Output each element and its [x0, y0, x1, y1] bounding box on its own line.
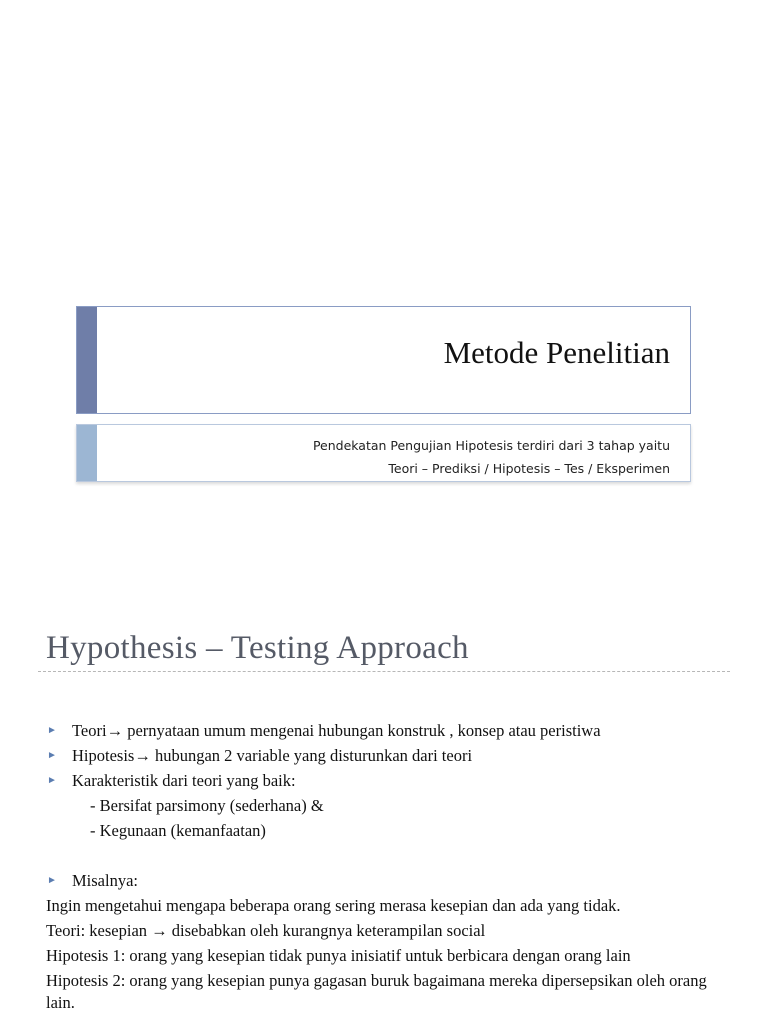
sub-item: - Bersifat parsimony (sederhana) &	[90, 796, 324, 815]
list-item	[46, 743, 726, 768]
slide-title: Metode Penelitian	[443, 335, 670, 370]
title-accent-bar	[77, 307, 97, 413]
bullet-text: Hipotesis→ hubungan 2 variable yang disturunkan dari teori	[72, 746, 473, 765]
subtitle-line-1: Pendekatan Pengujian Hipotesis terdiri dari 3 tahap yaitu	[312, 438, 670, 453]
title-box	[76, 306, 691, 414]
triangle-bullet-icon: ►	[47, 775, 57, 786]
subtitle	[313, 434, 670, 480]
content-slide	[0, 600, 768, 1024]
heading-divider	[38, 671, 730, 672]
list-item	[46, 868, 726, 893]
subtitle-box	[76, 424, 691, 482]
bullet-text: Misalnya:	[72, 871, 138, 890]
slide-heading: Hypothesis – Testing Approach	[46, 630, 469, 666]
example-line: Hipotesis 1: orang yang kesepian tidak punya inisiatif untuk berbicara dengan orang lain	[46, 946, 631, 965]
subtitle-accent-bar	[77, 425, 97, 481]
spacer	[46, 843, 726, 868]
slide-body	[46, 718, 726, 1014]
bullet-text: Teori→ pernyataan umum mengenai hubungan konstruk , konsep atau peristiwa	[72, 721, 601, 740]
triangle-bullet-icon: ►	[47, 750, 57, 761]
bullet-text: Karakteristik dari teori yang baik:	[72, 771, 296, 790]
subtitle-line-2: Teori – Prediksi / Hipotesis – Tes / Eksperimen	[388, 461, 670, 476]
example-line: Ingin mengetahui mengapa beberapa orang sering merasa kesepian dan ada yang tidak.	[46, 896, 621, 915]
example-line: Hipotesis 2: orang yang kesepian punya gagasan buruk bagaimana mereka dipersepsikan oleh orang lain.	[46, 971, 707, 1012]
sub-item: - Kegunaan (kemanfaatan)	[90, 821, 266, 840]
example-line: Teori: kesepian → disebabkan oleh kurangnya keterampilan social	[46, 921, 486, 940]
triangle-bullet-icon: ►	[47, 875, 57, 886]
triangle-bullet-icon: ►	[47, 725, 57, 736]
list-item	[46, 768, 726, 793]
list-item	[46, 718, 726, 743]
